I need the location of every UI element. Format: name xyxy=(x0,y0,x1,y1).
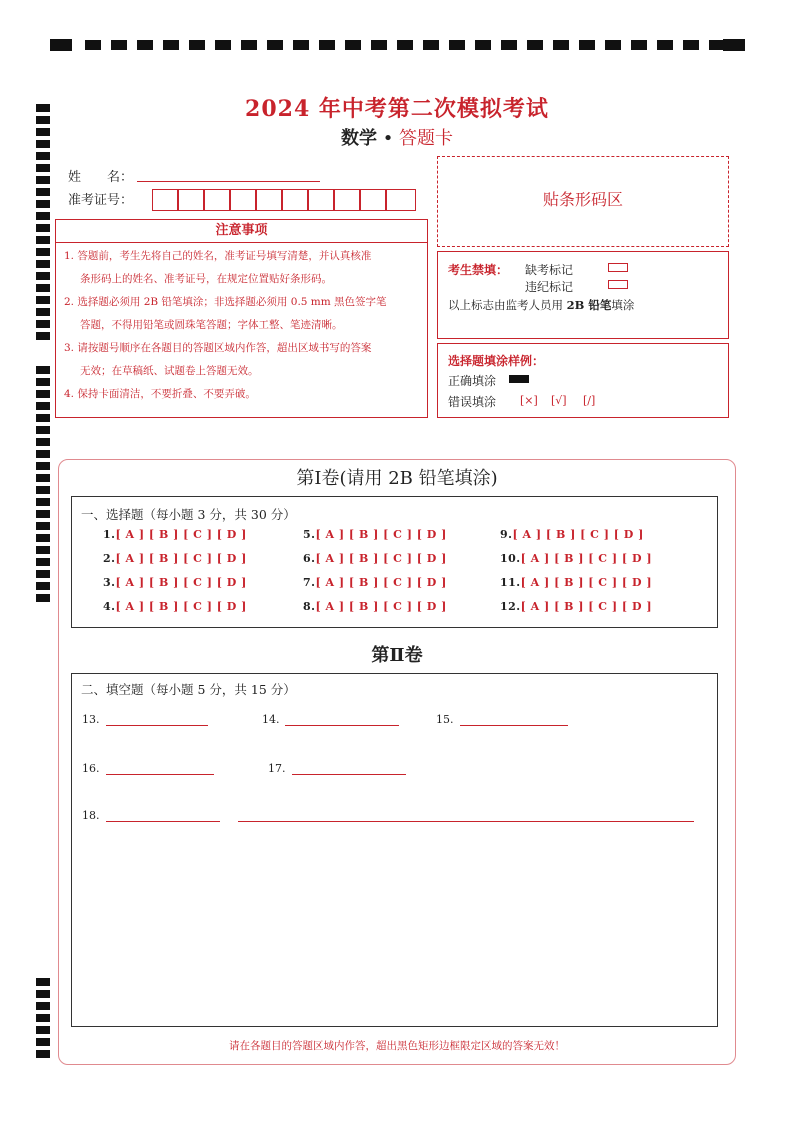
notice-box xyxy=(55,242,428,418)
notice-item: 2. 选择题必须用 2B 铅笔填涂；非选择题必须用 0.5 mm 黑色签字笔 xyxy=(64,296,387,308)
notice-item: 无效；在草稿纸、试题卷上答题无效。 xyxy=(80,365,259,377)
choice-question[interactable] xyxy=(103,528,247,541)
choice-question[interactable] xyxy=(500,600,652,613)
forbidden-note xyxy=(448,297,634,313)
choice-section-title: 一、选择题（每小题 3 分，共 30 分） xyxy=(81,507,296,522)
question-options: [ A ] [ B ] [ C ] [ D ] xyxy=(115,528,247,541)
question-number: 4. xyxy=(103,600,116,613)
wrong-mark: [/] xyxy=(583,394,596,407)
wrong-mark: [√] xyxy=(551,394,567,407)
barcode-label: 贴条形码区 xyxy=(542,190,623,209)
part1-title: 第Ⅰ卷(请用 2B 铅笔填涂) xyxy=(296,468,498,489)
question-number: 3. xyxy=(103,576,116,589)
blank-17-line[interactable] xyxy=(292,774,406,775)
fill-section-title: 二、填空题（每小题 5 分，共 15 分） xyxy=(81,682,296,697)
absent-label: 缺考标记 xyxy=(525,263,574,277)
wrong-mark: [×] xyxy=(520,394,538,407)
fill-section xyxy=(71,673,718,1027)
question-number: 5. xyxy=(303,528,316,541)
notice-item: 条形码上的姓名、准考证号，在规定位置贴好条形码。 xyxy=(80,273,332,285)
choice-question[interactable] xyxy=(303,552,447,565)
notice-item: 答题，不得用铅笔或圆珠笔答题；字体工整、笔迹清晰。 xyxy=(80,319,343,331)
blank-number: 17. xyxy=(268,762,286,775)
forbidden-note-pre: 以上标志由监考人员用 xyxy=(448,298,567,312)
question-number: 6. xyxy=(303,552,316,565)
footer-warning: 请在各题目的答题区域内作答，超出黑色矩形边框限定区域的答案无效！ xyxy=(229,1040,565,1052)
sample-box xyxy=(437,343,729,418)
wrong-label: 错误填涂 xyxy=(448,395,497,409)
blank-13-line[interactable] xyxy=(106,725,208,726)
part2-title: 第Ⅱ卷 xyxy=(371,645,423,666)
id-label: 准考证号： xyxy=(68,193,134,208)
choice-question[interactable] xyxy=(303,528,447,541)
question-options: [ A ] [ B ] [ C ] [ D ] xyxy=(520,552,653,565)
question-number: 9. xyxy=(500,528,513,541)
blank-14-line[interactable] xyxy=(285,725,399,726)
correct-label: 正确填涂 xyxy=(448,374,497,388)
sample-heading: 选择题填涂样例： xyxy=(448,354,545,368)
violation-mark-box[interactable] xyxy=(608,280,628,289)
blank-18-line-b[interactable] xyxy=(238,821,694,822)
question-options: [ A ] [ B ] [ C ] [ D ] xyxy=(115,552,247,565)
choice-question[interactable] xyxy=(500,552,652,565)
choice-question[interactable] xyxy=(103,600,247,613)
forbidden-box xyxy=(437,251,729,339)
card-label: 答题卡 xyxy=(399,128,454,149)
blank-number: 16. xyxy=(82,762,100,775)
question-number: 2. xyxy=(103,552,116,565)
blank-18-line-a[interactable] xyxy=(106,821,220,822)
name-field[interactable] xyxy=(137,181,320,182)
question-number: 10. xyxy=(500,552,521,565)
separator-dot: • xyxy=(382,128,394,149)
notice-heading: 注意事项 xyxy=(55,219,428,243)
violation-label: 违纪标记 xyxy=(525,280,574,294)
question-options: [ A ] [ B ] [ C ] [ D ] xyxy=(315,600,447,613)
question-options: [ A ] [ B ] [ C ] [ D ] xyxy=(520,600,653,613)
question-options: [ A ] [ B ] [ C ] [ D ] xyxy=(315,576,447,589)
question-number: 7. xyxy=(303,576,316,589)
question-number: 11. xyxy=(500,576,521,589)
absent-mark-box[interactable] xyxy=(608,263,628,272)
question-options: [ A ] [ B ] [ C ] [ D ] xyxy=(315,552,447,565)
question-number: 12. xyxy=(500,600,521,613)
blank-number: 14. xyxy=(262,713,280,726)
exam-subtitle xyxy=(0,124,794,150)
choice-question[interactable] xyxy=(500,528,644,541)
exam-title: 2024 年中考第二次模拟考试 xyxy=(245,96,549,122)
question-number: 8. xyxy=(303,600,316,613)
question-options: [ A ] [ B ] [ C ] [ D ] xyxy=(315,528,447,541)
question-options: [ A ] [ B ] [ C ] [ D ] xyxy=(512,528,644,541)
forbidden-note-post: 填涂 xyxy=(611,298,635,312)
filled-sample xyxy=(509,375,529,383)
notice-item: 3. 请按题号顺序在各题目的答题区域内作答，超出区域书写的答案 xyxy=(64,342,372,354)
notice-item: 1. 答题前，考生先将自己的姓名，准考证号填写清楚，并认真核准 xyxy=(64,250,372,262)
blank-number: 18. xyxy=(82,809,100,822)
blank-number: 15. xyxy=(436,713,454,726)
blank-15-line[interactable] xyxy=(460,725,568,726)
question-options: [ A ] [ B ] [ C ] [ D ] xyxy=(115,576,247,589)
choice-question[interactable] xyxy=(303,600,447,613)
question-options: [ A ] [ B ] [ C ] [ D ] xyxy=(115,600,247,613)
question-number: 1. xyxy=(103,528,116,541)
choice-question[interactable] xyxy=(500,576,652,589)
subject-label: 数学 xyxy=(340,128,377,149)
name-label: 姓 名： xyxy=(68,170,134,185)
blank-number: 13. xyxy=(82,713,100,726)
forbidden-label: 考生禁填： xyxy=(448,263,509,277)
forbidden-note-bold: 2B 铅笔 xyxy=(566,298,612,312)
choice-question[interactable] xyxy=(103,576,247,589)
barcode-area xyxy=(437,156,729,247)
blank-16-line[interactable] xyxy=(106,774,214,775)
choice-question[interactable] xyxy=(103,552,247,565)
notice-item: 4. 保持卡面清洁，不要折叠、不要弄破。 xyxy=(64,388,256,400)
choice-question[interactable] xyxy=(303,576,447,589)
top-timing-marks xyxy=(50,38,745,52)
question-options: [ A ] [ B ] [ C ] [ D ] xyxy=(520,576,653,589)
choice-section xyxy=(71,496,718,628)
